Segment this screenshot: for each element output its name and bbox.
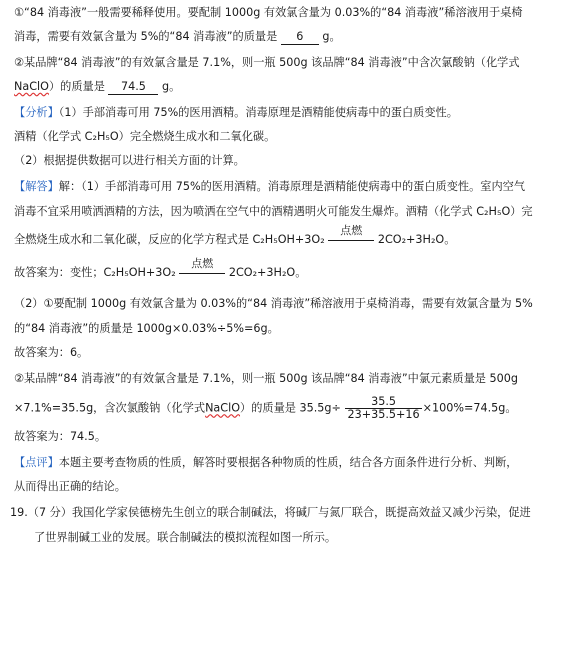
q1-part2-line1: ②某品牌“84 消毒液”的有效氯含量是 7.1%，则一瓶 500g 该品牌“84 消毒液”中含次氯酸钠（化学式	[14, 56, 520, 69]
question-19-line2: 了世界制碱工业的发展。联合制碱法的模拟流程如图一所示。	[34, 531, 337, 544]
analysis-line2: 酒精（化学式 C₂H₅O）完全燃烧生成水和二氧化碳。	[14, 130, 276, 143]
solution-line7-text-a: ×7.1%=35.5g，含次氯酸钠（化学式	[14, 401, 206, 415]
fraction-denominator: 23+35.5+16	[347, 408, 420, 421]
q1-part1-line2	[14, 30, 341, 45]
q1-part2-formula: NaClO	[14, 80, 49, 93]
equation-products: 2CO₂+3H₂O。	[377, 233, 456, 246]
solution-line7-text-c: ×100%=74.5g。	[422, 401, 517, 415]
solution-line5: 的“84 消毒液”的质量是 1000g×0.03%÷5%=6g。	[14, 322, 279, 335]
analysis-line1	[14, 106, 458, 120]
answer1-reactants: 故答案为：变性；C₂H₅OH+3O₂	[14, 266, 176, 279]
q1-part1-answer-blank: 6	[281, 30, 319, 45]
reaction-bar	[328, 240, 374, 241]
reaction-arrow	[328, 224, 374, 247]
reaction-condition: 点燃	[340, 224, 363, 237]
solution-line7	[14, 396, 517, 421]
q1-part2-answer-blank: 74.5	[108, 80, 158, 95]
solution-line7-formula: NaClO	[205, 401, 241, 415]
q1-part2-text: ）的质量是	[48, 80, 105, 93]
solution-text-1: 解：（1）手部消毒可用 75%的医用酒精。消毒原理是酒精能使病毒中的蛋白质变性。室内空气	[58, 180, 526, 193]
analysis-line3: （2）根据提供数据可以进行相关方面的计算。	[14, 154, 245, 167]
fraction-numerator: 35.5	[345, 396, 421, 409]
answer1-products: 2CO₂+3H₂O。	[228, 266, 307, 279]
analysis-text-1: （1）手部消毒可用 75%的医用酒精。消毒原理是酒精能使病毒中的蛋白质变性。	[58, 106, 458, 119]
solution-equation-line	[14, 224, 456, 247]
equation-reactants: 全燃烧生成水和二氧化碳，反应的化学方程式是 C₂H₅OH+3O₂	[14, 233, 325, 246]
answer-line3: 故答案为：74.5。	[14, 430, 107, 443]
comment-line2: 从而得出正确的结论。	[14, 480, 126, 493]
solution-line4: （2）①要配制 1000g 有效氯含量为 0.03%的“84 消毒液”稀溶液用于桌椅消毒，需要有效氯含量为 5%	[14, 297, 533, 310]
comment-text-1: 本题主要考查物质的性质，解答时要根据各种物质的性质，结合各方面条件进行分析、判断，	[58, 456, 518, 469]
reaction-condition-2: 点燃	[191, 257, 214, 270]
solution-line6: ②某品牌“84 消毒液”的有效氯含量是 7.1%，则一瓶 500g 该品牌“84 消毒液”中氯元素质量是 500g	[14, 372, 518, 385]
question-19-line1: 19.（7 分）我国化学家侯德榜先生创立的联合制碱法，将碱厂与氮厂联合，既提高效益又减少污染，促进	[10, 506, 531, 519]
q1-part2-line2	[14, 80, 180, 95]
solution-line2: 消毒不宜采用喷洒酒精的方法，因为喷洒在空气中的酒精遇明火可能发生爆炸。酒精（化学式 C₂H₅O）完	[14, 205, 533, 218]
reaction-bar-2	[179, 273, 225, 274]
solution-tag: 【解答】	[14, 180, 59, 193]
q1-part1-line1: ①“84 消毒液”一般需要稀释使用。要配制 1000g 有效氯含量为 0.03%的“84 消毒液”稀溶液用于桌椅	[14, 6, 523, 19]
analysis-tag: 【分析】	[14, 106, 59, 119]
q1-part1-text: 消毒，需要有效氯含量为 5%的“84 消毒液”的质量是	[14, 30, 278, 43]
solution-line1	[14, 180, 525, 194]
comment-tag: 【点评】	[14, 456, 59, 469]
solution-line7-text-b: ）的质量是 35.5g÷	[240, 401, 341, 415]
reaction-arrow-2	[179, 257, 225, 280]
answer-line1	[14, 257, 307, 280]
mass-fraction	[345, 396, 421, 421]
q1-part1-unit: g。	[322, 30, 341, 43]
q1-part2-unit: g。	[162, 80, 181, 93]
answer-line2: 故答案为：6。	[14, 346, 89, 359]
comment-line1	[14, 456, 517, 470]
